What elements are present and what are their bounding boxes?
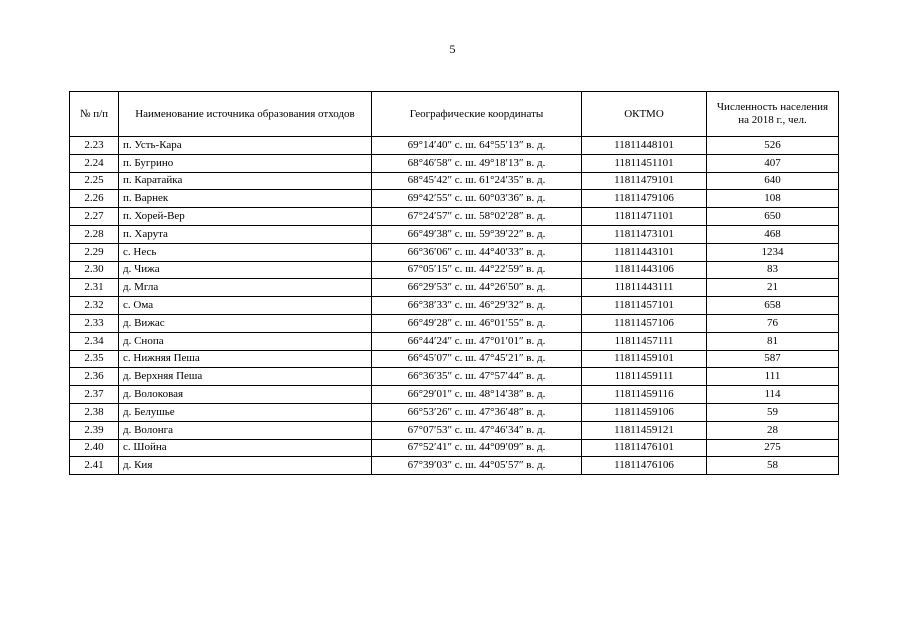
cell-population: 58 (707, 457, 839, 475)
cell-coords: 67°52′41″ с. ш. 44°09′09″ в. д. (372, 439, 582, 457)
cell-oktmo: 11811443106 (582, 261, 707, 279)
cell-name: п. Варнек (119, 190, 372, 208)
table-row (70, 225, 839, 243)
cell-oktmo: 11811457111 (582, 332, 707, 350)
cell-name: с. Ома (119, 297, 372, 315)
cell-name: д. Вижас (119, 314, 372, 332)
cell-num: 2.41 (70, 457, 119, 475)
cell-name: п. Хорей-Вер (119, 208, 372, 226)
table-row (70, 154, 839, 172)
table-row (70, 386, 839, 404)
cell-population: 28 (707, 421, 839, 439)
cell-coords: 66°49′28″ с. ш. 46°01′55″ в. д. (372, 314, 582, 332)
cell-population: 59 (707, 403, 839, 421)
cell-name: п. Бугрино (119, 154, 372, 172)
table-header-row (70, 92, 839, 137)
cell-oktmo: 11811443111 (582, 279, 707, 297)
cell-coords: 66°53′26″ с. ш. 47°36′48″ в. д. (372, 403, 582, 421)
cell-name: с. Несь (119, 243, 372, 261)
table-row (70, 261, 839, 279)
cell-name: п. Харута (119, 225, 372, 243)
cell-num: 2.36 (70, 368, 119, 386)
header-name: Наименование источника образования отходов (119, 92, 372, 137)
header-num: № п/п (70, 92, 119, 137)
cell-num: 2.40 (70, 439, 119, 457)
cell-num: 2.39 (70, 421, 119, 439)
cell-name: д. Чижа (119, 261, 372, 279)
cell-num: 2.37 (70, 386, 119, 404)
table-row (70, 421, 839, 439)
cell-oktmo: 11811459116 (582, 386, 707, 404)
table-row (70, 208, 839, 226)
cell-num: 2.25 (70, 172, 119, 190)
cell-coords: 67°24′57″ с. ш. 58°02′28″ в. д. (372, 208, 582, 226)
cell-name: д. Белушье (119, 403, 372, 421)
cell-population: 108 (707, 190, 839, 208)
cell-oktmo: 11811443101 (582, 243, 707, 261)
cell-population: 468 (707, 225, 839, 243)
table-row (70, 243, 839, 261)
cell-oktmo: 11811448101 (582, 137, 707, 155)
cell-num: 2.38 (70, 403, 119, 421)
table-row (70, 368, 839, 386)
cell-coords: 66°36′35″ с. ш. 47°57′44″ в. д. (372, 368, 582, 386)
cell-population: 650 (707, 208, 839, 226)
cell-population: 76 (707, 314, 839, 332)
cell-oktmo: 11811476106 (582, 457, 707, 475)
table-row (70, 297, 839, 315)
cell-population: 658 (707, 297, 839, 315)
cell-population: 526 (707, 137, 839, 155)
table-row (70, 279, 839, 297)
cell-population: 21 (707, 279, 839, 297)
table-row (70, 190, 839, 208)
cell-name: п. Усть-Кара (119, 137, 372, 155)
cell-num: 2.33 (70, 314, 119, 332)
cell-name: д. Снопа (119, 332, 372, 350)
cell-name: с. Шойна (119, 439, 372, 457)
cell-oktmo: 11811471101 (582, 208, 707, 226)
cell-coords: 66°49′38″ с. ш. 59°39′22″ в. д. (372, 225, 582, 243)
cell-num: 2.28 (70, 225, 119, 243)
cell-oktmo: 11811459111 (582, 368, 707, 386)
cell-coords: 66°38′33″ с. ш. 46°29′32″ в. д. (372, 297, 582, 315)
cell-coords: 66°29′01″ с. ш. 48°14′38″ в. д. (372, 386, 582, 404)
cell-name: с. Нижняя Пеша (119, 350, 372, 368)
cell-oktmo: 11811451101 (582, 154, 707, 172)
cell-population: 114 (707, 386, 839, 404)
cell-num: 2.27 (70, 208, 119, 226)
header-oktmo: ОКТМО (582, 92, 707, 137)
table-row (70, 439, 839, 457)
cell-coords: 68°45′42″ с. ш. 61°24′35″ в. д. (372, 172, 582, 190)
cell-name: д. Волонга (119, 421, 372, 439)
cell-name: д. Верхняя Пеша (119, 368, 372, 386)
cell-num: 2.24 (70, 154, 119, 172)
cell-coords: 66°36′06″ с. ш. 44°40′33″ в. д. (372, 243, 582, 261)
header-coords: Географические координаты (372, 92, 582, 137)
cell-oktmo: 11811459121 (582, 421, 707, 439)
cell-population: 1234 (707, 243, 839, 261)
cell-coords: 69°42′55″ с. ш. 60°03′36″ в. д. (372, 190, 582, 208)
cell-coords: 69°14′40″ с. ш. 64°55′13″ в. д. (372, 137, 582, 155)
cell-population: 111 (707, 368, 839, 386)
cell-oktmo: 11811476101 (582, 439, 707, 457)
table-row (70, 350, 839, 368)
table-row (70, 332, 839, 350)
cell-num: 2.29 (70, 243, 119, 261)
cell-coords: 66°44′24″ с. ш. 47°01′01″ в. д. (372, 332, 582, 350)
cell-oktmo: 11811479101 (582, 172, 707, 190)
table-row (70, 137, 839, 155)
cell-coords: 66°45′07″ с. ш. 47°45′21″ в. д. (372, 350, 582, 368)
cell-num: 2.34 (70, 332, 119, 350)
cell-oktmo: 11811457101 (582, 297, 707, 315)
cell-name: д. Кия (119, 457, 372, 475)
cell-oktmo: 11811473101 (582, 225, 707, 243)
cell-population: 275 (707, 439, 839, 457)
page-number: 5 (449, 42, 456, 56)
cell-oktmo: 11811479106 (582, 190, 707, 208)
cell-population: 587 (707, 350, 839, 368)
cell-oktmo: 11811459106 (582, 403, 707, 421)
cell-num: 2.30 (70, 261, 119, 279)
data-table (69, 91, 839, 475)
table-row (70, 314, 839, 332)
table-row (70, 457, 839, 475)
cell-name: д. Мгла (119, 279, 372, 297)
cell-name: д. Волоковая (119, 386, 372, 404)
table-row (70, 403, 839, 421)
cell-coords: 67°39′03″ с. ш. 44°05′57″ в. д. (372, 457, 582, 475)
cell-population: 81 (707, 332, 839, 350)
cell-coords: 67°05′15″ с. ш. 44°22′59″ в. д. (372, 261, 582, 279)
cell-coords: 66°29′53″ с. ш. 44°26′50″ в. д. (372, 279, 582, 297)
cell-oktmo: 11811459101 (582, 350, 707, 368)
cell-coords: 67°07′53″ с. ш. 47°46′34″ в. д. (372, 421, 582, 439)
cell-name: п. Каратайка (119, 172, 372, 190)
table-row (70, 172, 839, 190)
cell-coords: 68°46′58″ с. ш. 49°18′13″ в. д. (372, 154, 582, 172)
cell-oktmo: 11811457106 (582, 314, 707, 332)
cell-num: 2.26 (70, 190, 119, 208)
cell-num: 2.31 (70, 279, 119, 297)
cell-population: 407 (707, 154, 839, 172)
cell-num: 2.23 (70, 137, 119, 155)
cell-population: 83 (707, 261, 839, 279)
header-population: Численность населения на 2018 г., чел. (707, 92, 839, 137)
cell-population: 640 (707, 172, 839, 190)
cell-num: 2.35 (70, 350, 119, 368)
cell-num: 2.32 (70, 297, 119, 315)
